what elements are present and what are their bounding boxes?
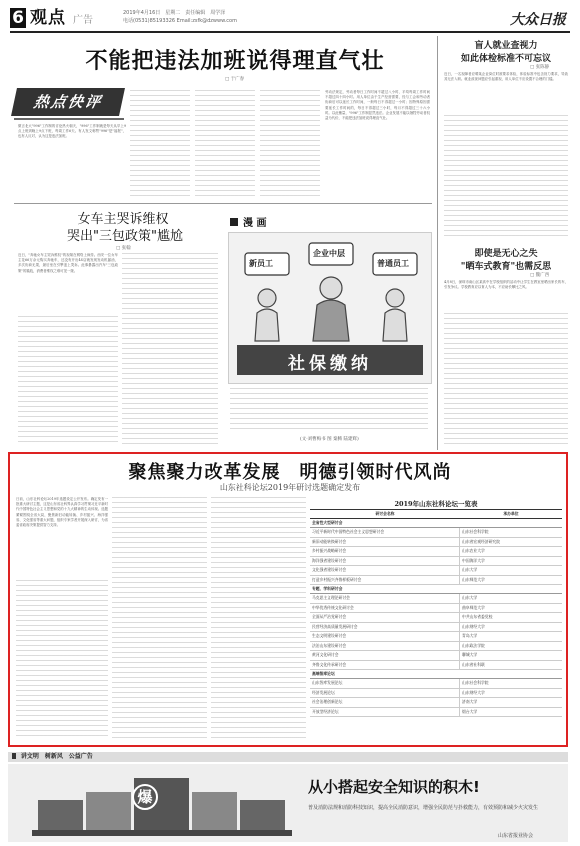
table-cell-name: 全面从严治党研讨会 <box>312 614 347 619</box>
table-cell-name: 齐鲁文化传承研讨会 <box>312 661 347 667</box>
right-b-byline: □ 魏广西 <box>530 273 550 278</box>
building-blocks-illustration <box>28 770 298 838</box>
ad-label: 广告 <box>73 15 93 26</box>
right-b-title-line1: 即使是无心之失 <box>474 249 538 259</box>
strip-label-new-trend: 树新风 <box>44 753 63 760</box>
hot-comment-badge <box>11 88 125 116</box>
table-cell-host: 济南大学 <box>459 698 562 707</box>
table-row <box>310 594 562 604</box>
table-header <box>310 509 562 519</box>
table-cell-host: 曲阜师范大学 <box>459 604 562 613</box>
table-row <box>310 661 562 671</box>
explosion-icon <box>132 784 158 810</box>
feature-body-col-1 <box>16 580 108 740</box>
table-group-header: 专题、学科研讨会 <box>310 585 562 594</box>
feature-body: 日前，山东社科论坛2019年选题设定公开发布。确定发布一批重大研讨主题，这是山东省社科界认真学习贯彻习近平新时代中国特色社会主义思想和党的十九大精神的生动体现。选题紧紧围绕全省大局，聚焦新旧动能转换、乡村振兴、海洋强省、文化强省等重大问题，组织专家学者开展深入研讨，为省委省政府决策提供智力支持。 <box>16 497 108 528</box>
lead-headline: 不能把违法加班说得理直气壮 <box>85 49 385 74</box>
story2-body-col-1 <box>18 316 118 446</box>
table-cell-name: 社会治理创新论坛 <box>312 699 343 704</box>
table-row <box>310 698 562 708</box>
table-cell-host: 聊城大学 <box>459 651 562 660</box>
table-row <box>310 679 562 689</box>
table-cell-host: 山东社会科学院 <box>459 528 562 537</box>
cartoon-label-middle-mgmt: 企业中层 <box>313 248 345 258</box>
table-cell-name: 山东智库发展论坛 <box>312 680 343 685</box>
table-cell-host: 中国海洋大学 <box>459 557 562 566</box>
issue-info: 2019年4月16日 星期二 责任编辑 周学泽 <box>123 10 226 16</box>
feature-headline: 聚焦聚力改革发展 明德引领时代风尚 <box>128 462 452 483</box>
table-row <box>310 547 562 557</box>
table-row <box>310 689 562 699</box>
table-row <box>310 576 562 586</box>
cartoon-label-new-staff: 新员工 <box>249 258 273 268</box>
hot-comment-label: 热点快评 <box>32 93 104 111</box>
right-b-body: 4月8日，深圳市南山区某高中在学校组织的活动中让学生在教室里晒出家长的车，引发争议。学校教育应以育人为本，不应助长攀比之风。 <box>444 280 568 290</box>
table-row <box>310 557 562 567</box>
table-cell-host: 山东师范大学 <box>459 576 562 585</box>
right-b-title-line2: "晒车式教育"也需反思 <box>460 262 552 272</box>
table-cell-host: 山东财经大学 <box>459 689 562 698</box>
cartoon-image <box>228 232 432 384</box>
feature-subtitle: 山东社科论坛2019年研讨选题确定发布 <box>219 483 361 492</box>
right-a-body-more <box>444 115 568 240</box>
table-cell-host: 山东社会科学院 <box>459 679 562 688</box>
table-cell-name: 文化强省建设研讨会 <box>312 567 347 572</box>
table-cell-name: 法治山东建设研讨会 <box>312 642 347 648</box>
table-cell-name: 马克思主义理论研讨会 <box>312 595 350 600</box>
table-row <box>310 642 562 652</box>
table-cell-host: 青岛大学 <box>459 632 562 641</box>
story2-body-col-2 <box>122 253 218 446</box>
right-a-body: 近日，一名视障者应聘某企业岗位时被要求体检，体检标准中包含视力要求，导致其无法入职。就业歧视问题应引起重视，用人单位不应设置不合理的门槛。 <box>444 72 568 82</box>
strip-mark <box>12 753 16 759</box>
table-cell-name: 海洋强省建设研讨会 <box>312 557 347 563</box>
table-cell-name: 生态文明建设研讨会 <box>312 633 347 638</box>
table-row <box>310 623 562 633</box>
table-cell-name: 经济发展论坛 <box>312 689 335 695</box>
lead-divider <box>14 203 432 204</box>
table-body <box>310 519 562 717</box>
table-cell-name: 乡村振兴战略研讨会 <box>312 548 347 553</box>
lead-byline: □ 于广春 <box>225 77 245 82</box>
lead-body-col-1 <box>130 90 190 200</box>
table-cell-name: 民营经济高质量发展研讨会 <box>312 623 358 629</box>
table-cell-host: 山东政法学院 <box>459 642 562 651</box>
masthead-rule <box>10 31 570 33</box>
cartoon-section-marker <box>230 218 238 226</box>
lead-body-col-3 <box>260 90 320 200</box>
story2-byline: □ 张翰 <box>116 246 131 251</box>
cartoon-label-regular-staff: 普通员工 <box>377 258 409 268</box>
story2-title-line1: 女车主哭诉维权 <box>77 212 169 227</box>
hot-comment-underline <box>14 118 124 120</box>
col-header-host: 承办单位 <box>503 511 519 516</box>
public-service-strip <box>8 752 568 762</box>
page-number: 6 <box>10 8 26 28</box>
right-a-title: 盲人就业查视力 <box>474 41 538 51</box>
strip-label-civilization: 讲文明 <box>20 753 39 760</box>
feature-body-col-2 <box>112 497 207 740</box>
lead-body: 劳动法规定，劳动者每日工作时间不超过八小时、平均每周工作时间不超过四十四小时。用人单位由于生产经营需要，经与工会和劳动者协商后可以延长工作时间，一般每日不得超过一小时；因特殊原因需要延长工作时间的，每日不得超过三小时，每月不得超过三十六小时。以此衡量，"996"工作制显然违法。企业发展不能以牺牲劳动者权益为代价，不能把违法加班说得理直气壮。 <box>325 90 430 121</box>
contact-info: 电话(0531)85193326 Email:zsfk@dzwww.com <box>123 18 237 24</box>
table-row <box>310 651 562 661</box>
table-row <box>310 528 562 538</box>
lead-intro: 微言北大"996"工作制的讨论热火朝天，"996"工作制就是每天从早上9点上班到晚上9点下班，每周工作6天。有人发文称赞"996"是"福报"，也有人反对，认为这是违法加班。 <box>18 124 126 139</box>
right-b-body-more <box>444 313 568 448</box>
col-header-name: 研讨会名称 <box>375 511 395 516</box>
lead-body-col-2 <box>195 90 255 200</box>
table-cell-name: 开放型经济论坛 <box>312 708 339 714</box>
table-cell-host: 烟台大学 <box>459 708 562 717</box>
story2-body: 近日，"奔驰女车主哭诉维权"的视频在网络上疯传。西安一位女车主花66万余元购买奔驰车，还没有开出4S店就发现发动机漏油，多次协商无果，最后坐在引擎盖上哭诉。此事暴露出汽车"三包政策"的尴尬，消费者维权之难可见一斑。 <box>18 253 118 273</box>
table-cell-name: 打造乡村振兴齐鲁样板研讨会 <box>312 576 362 582</box>
table-cell-host: 山东农业大学 <box>459 547 562 556</box>
right-a-byline: □ 张陈静 <box>530 65 550 70</box>
psa-title: 从小搭起安全知识的积木! <box>308 778 480 796</box>
table-cell-host: 山东大学 <box>459 594 562 603</box>
table-row <box>310 538 562 548</box>
table-cell-name: 中华优秀传统文化研讨会 <box>312 604 354 610</box>
table-cell-host: 山东省宏观经济研究院 <box>459 538 562 547</box>
table-group-header: 高端智库论坛 <box>310 670 562 679</box>
table-cell-host: 山东大学 <box>459 566 562 575</box>
psa-body: 普及消防法规和消防科技知识，提高全民消防意识，增强全民防范与扑救能力，有效预防和减少火灾发生 <box>308 805 539 811</box>
cartoon-section-label: 漫 画 <box>243 218 267 229</box>
feature-body-col-3 <box>211 497 306 740</box>
psa-credit: 山东省报业协会 <box>498 833 534 839</box>
cartoon-banner: 社保缴纳 <box>288 354 372 374</box>
table-cell-name: 黄河文化研讨会 <box>312 652 339 657</box>
table-cell-name: 新旧动能转换研讨会 <box>312 538 347 544</box>
section-title: 观点 <box>30 8 66 28</box>
strip-label-psa: 公益广告 <box>68 753 93 760</box>
table-cell-host: 山东财经大学 <box>459 623 562 632</box>
right-col-divider <box>437 36 438 450</box>
table-row <box>310 632 562 642</box>
table-row <box>310 708 562 718</box>
forum-table <box>310 509 562 717</box>
story2-title-line2: 哭出"三包政策"尴尬 <box>67 229 183 244</box>
newspaper-logo: 大众日报 <box>510 12 566 28</box>
table-row <box>310 604 562 614</box>
explosion-glyph: 爆 <box>137 788 153 806</box>
cartoon-credit: (文·刘曹梅书 图 秦腾 陆建辉) <box>300 437 359 442</box>
table-cell-host: 中共山东省委党校 <box>459 613 562 622</box>
forum-table-title: 2019年山东社科论坛一览表 <box>394 500 478 508</box>
table-row <box>310 566 562 576</box>
psa-ad <box>8 764 568 842</box>
table-group-header: 全省性大型研讨会 <box>310 519 562 528</box>
right-a-subtitle: 如此体检标准不可忘议 <box>460 54 551 64</box>
cartoon-caption <box>230 388 428 432</box>
table-cell-name: 习近平新时代中国特色社会主义思想研讨会 <box>312 529 385 534</box>
table-row <box>310 613 562 623</box>
table-cell-host: 山东省社科联 <box>459 661 562 670</box>
